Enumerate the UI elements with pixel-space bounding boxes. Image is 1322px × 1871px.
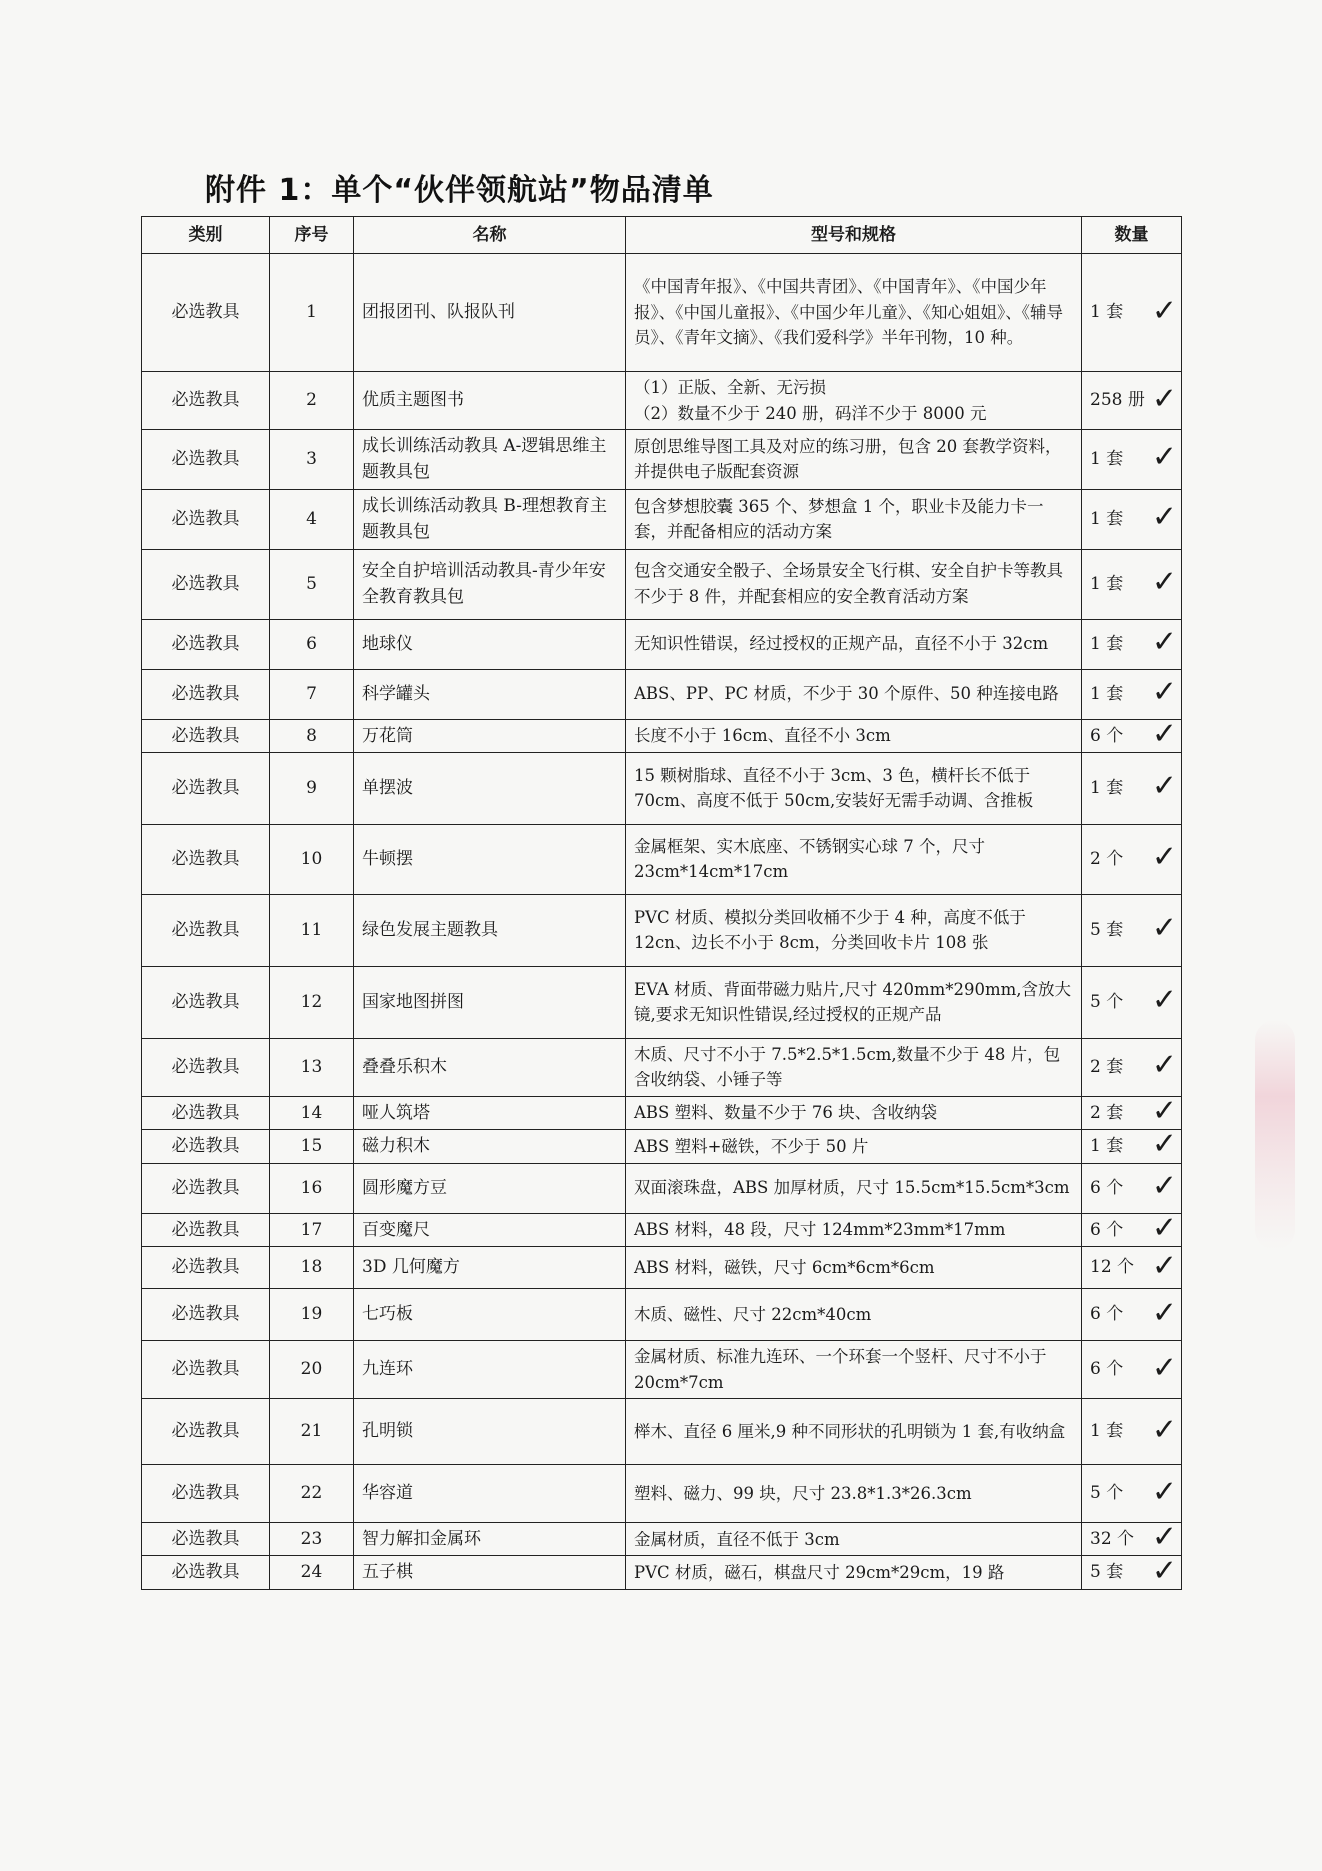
number-cell: 23 xyxy=(270,1523,354,1556)
quantity-cell xyxy=(1082,549,1182,619)
quantity-value: 6 个 xyxy=(1090,1359,1124,1380)
handwritten-check-icon: ✓ xyxy=(1151,674,1177,710)
table-row xyxy=(142,1038,1182,1096)
number-cell: 21 xyxy=(270,1399,354,1465)
quantity-value: 6 个 xyxy=(1090,725,1124,746)
quantity-cell xyxy=(1082,1247,1182,1289)
header-category: 类别 xyxy=(142,217,270,254)
table-row xyxy=(142,1163,1182,1213)
category-cell: 必选教具 xyxy=(142,1341,270,1399)
category-cell: 必选教具 xyxy=(142,669,270,719)
faded-stamp-mark xyxy=(1255,1020,1295,1250)
item-name-cell: 孔明锁 xyxy=(354,1399,626,1465)
quantity-value: 1 套 xyxy=(1090,573,1124,594)
item-name-cell: 万花筒 xyxy=(354,719,626,752)
item-name-cell: 叠叠乐积木 xyxy=(354,1038,626,1096)
table-row xyxy=(142,1399,1182,1465)
table-row xyxy=(142,1556,1182,1589)
item-name-cell: 优质主题图书 xyxy=(354,372,626,430)
item-name-cell: 国家地图拼图 xyxy=(354,966,626,1038)
number-cell: 24 xyxy=(270,1556,354,1589)
table-row xyxy=(142,894,1182,966)
handwritten-check-icon: ✓ xyxy=(1151,1295,1177,1330)
quantity-cell xyxy=(1082,1341,1182,1399)
table-row xyxy=(142,254,1182,372)
category-cell: 必选教具 xyxy=(142,752,270,824)
number-cell: 16 xyxy=(270,1163,354,1213)
table-row xyxy=(142,549,1182,619)
handwritten-check-icon: ✓ xyxy=(1151,1126,1177,1162)
category-cell: 必选教具 xyxy=(142,549,270,619)
table-row xyxy=(142,372,1182,430)
quantity-cell xyxy=(1082,430,1182,490)
category-cell: 必选教具 xyxy=(142,1213,270,1246)
number-cell: 13 xyxy=(270,1038,354,1096)
quantity-value: 1 套 xyxy=(1090,1421,1124,1442)
item-name-cell: 百变魔尺 xyxy=(354,1213,626,1246)
number-cell: 22 xyxy=(270,1465,354,1523)
quantity-cell xyxy=(1082,1038,1182,1096)
item-name-cell: 智力解扣金属环 xyxy=(354,1523,626,1556)
quantity-value: 5 套 xyxy=(1090,920,1124,941)
handwritten-check-icon: ✓ xyxy=(1151,1350,1177,1386)
quantity-cell xyxy=(1082,1399,1182,1465)
table-row xyxy=(142,669,1182,719)
quantity-value: 2 套 xyxy=(1090,1102,1124,1123)
number-cell: 7 xyxy=(270,669,354,719)
spec-cell: ABS 材料，48 段，尺寸 124mm*23mm*17mm xyxy=(626,1213,1082,1246)
table-row xyxy=(142,1213,1182,1246)
spec-cell: 包含梦想胶囊 365 个、梦想盒 1 个，职业卡及能力卡一套，并配备相应的活动方案 xyxy=(626,489,1082,549)
item-name-cell: 成长训练活动教具 A-逻辑思维主题教具包 xyxy=(354,430,626,490)
quantity-value: 32 个 xyxy=(1090,1529,1135,1550)
quantity-value: 1 套 xyxy=(1090,633,1124,654)
spec-cell: 无知识性错误，经过授权的正规产品，直径不小于 32cm xyxy=(626,619,1082,669)
quantity-value: 5 个 xyxy=(1090,992,1124,1013)
quantity-value: 1 套 xyxy=(1090,1136,1124,1157)
number-cell: 6 xyxy=(270,619,354,669)
item-name-cell: 成长训练活动教具 B-理想教育主题教具包 xyxy=(354,489,626,549)
category-cell: 必选教具 xyxy=(142,1556,270,1589)
table-row xyxy=(142,719,1182,752)
handwritten-check-icon: ✓ xyxy=(1151,716,1177,752)
category-cell: 必选教具 xyxy=(142,1163,270,1213)
number-cell: 17 xyxy=(270,1213,354,1246)
spec-cell: ABS 塑料、数量不少于 76 块、含收纳袋 xyxy=(626,1096,1082,1129)
handwritten-check-icon: ✓ xyxy=(1151,839,1177,875)
category-cell: 必选教具 xyxy=(142,1523,270,1556)
number-cell: 18 xyxy=(270,1247,354,1289)
quantity-cell xyxy=(1082,966,1182,1038)
handwritten-check-icon: ✓ xyxy=(1151,381,1177,417)
item-name-cell: 华容道 xyxy=(354,1465,626,1523)
quantity-value: 12 个 xyxy=(1090,1257,1135,1278)
header-spec: 型号和规格 xyxy=(626,217,1082,254)
handwritten-check-icon: ✓ xyxy=(1151,982,1177,1018)
handwritten-check-icon: ✓ xyxy=(1151,1210,1177,1246)
table-row xyxy=(142,1465,1182,1523)
handwritten-check-icon: ✓ xyxy=(1151,768,1177,804)
spec-cell: ABS 材料，磁铁，尺寸 6cm*6cm*6cm xyxy=(626,1247,1082,1289)
item-name-cell: 安全自护培训活动教具-青少年安全教育教具包 xyxy=(354,549,626,619)
spec-cell: 双面滚珠盘，ABS 加厚材质，尺寸 15.5cm*15.5cm*3cm xyxy=(626,1163,1082,1213)
category-cell: 必选教具 xyxy=(142,1130,270,1163)
spec-cell: 金属框架、实木底座、不锈钢实心球 7 个，尺寸 23cm*14cm*17cm xyxy=(626,824,1082,894)
item-name-cell: 单摆波 xyxy=(354,752,626,824)
quantity-cell xyxy=(1082,372,1182,430)
handwritten-check-icon: ✓ xyxy=(1151,564,1177,600)
item-list-table xyxy=(141,216,1182,1590)
item-name-cell: 圆形魔方豆 xyxy=(354,1163,626,1213)
number-cell: 8 xyxy=(270,719,354,752)
category-cell: 必选教具 xyxy=(142,1399,270,1465)
table-body xyxy=(142,254,1182,1590)
spec-cell: 金属材质、标准九连环、一个环套一个竖杆、尺寸不小于 20cm*7cm xyxy=(626,1341,1082,1399)
category-cell: 必选教具 xyxy=(142,430,270,490)
quantity-value: 6 个 xyxy=(1090,1177,1124,1198)
spec-cell: 长度不小于 16cm、直径不小 3cm xyxy=(626,719,1082,752)
quantity-value: 1 套 xyxy=(1090,508,1124,529)
quantity-value: 6 个 xyxy=(1090,1219,1124,1240)
spec-cell: ABS 塑料+磁铁，不少于 50 片 xyxy=(626,1130,1082,1163)
number-cell: 10 xyxy=(270,824,354,894)
handwritten-check-icon: ✓ xyxy=(1151,293,1177,328)
number-cell: 15 xyxy=(270,1130,354,1163)
number-cell: 9 xyxy=(270,752,354,824)
quantity-value: 2 个 xyxy=(1090,849,1124,870)
category-cell: 必选教具 xyxy=(142,619,270,669)
table-row xyxy=(142,430,1182,490)
item-name-cell: 3D 几何魔方 xyxy=(354,1247,626,1289)
item-name-cell: 磁力积木 xyxy=(354,1130,626,1163)
table-row xyxy=(142,619,1182,669)
quantity-value: 2 套 xyxy=(1090,1057,1124,1078)
handwritten-check-icon: ✓ xyxy=(1151,1093,1177,1129)
number-cell: 12 xyxy=(270,966,354,1038)
table-row xyxy=(142,1523,1182,1556)
number-cell: 2 xyxy=(270,372,354,430)
item-name-cell: 科学罐头 xyxy=(354,669,626,719)
quantity-value: 258 册 xyxy=(1090,390,1145,411)
table-header-row xyxy=(142,217,1182,254)
quantity-value: 1 套 xyxy=(1090,683,1124,704)
item-name-cell: 绿色发展主题教具 xyxy=(354,894,626,966)
table-row xyxy=(142,1096,1182,1129)
quantity-cell xyxy=(1082,1126,1182,1163)
quantity-cell xyxy=(1082,1093,1182,1129)
category-cell: 必选教具 xyxy=(142,824,270,894)
spec-cell: 榉木、直径 6 厘米,9 种不同形状的孔明锁为 1 套,有收纳盒 xyxy=(626,1399,1082,1465)
spec-cell: 包含交通安全骰子、全场景安全飞行棋、安全自护卡等教具不少于 8 件，并配套相应的安全教育活动方案 xyxy=(626,549,1082,619)
quantity-cell xyxy=(1082,254,1182,372)
category-cell: 必选教具 xyxy=(142,966,270,1038)
spec-cell: EVA 材质、背面带磁力贴片,尺寸 420mm*290mm,含放大镜,要求无知识性错误,经过授权的正规产品 xyxy=(626,966,1082,1038)
handwritten-check-icon: ✓ xyxy=(1151,1519,1177,1555)
table-row xyxy=(142,1289,1182,1341)
handwritten-check-icon: ✓ xyxy=(1151,624,1177,660)
category-cell: 必选教具 xyxy=(142,1247,270,1289)
number-cell: 1 xyxy=(270,254,354,372)
quantity-cell xyxy=(1082,1289,1182,1341)
number-cell: 4 xyxy=(270,489,354,549)
quantity-cell xyxy=(1082,1465,1182,1523)
handwritten-check-icon: ✓ xyxy=(1151,439,1177,475)
quantity-value: 1 套 xyxy=(1090,778,1124,799)
quantity-cell xyxy=(1082,1210,1182,1246)
spec-cell: 金属材质，直径不低于 3cm xyxy=(626,1523,1082,1556)
item-name-cell: 地球仪 xyxy=(354,619,626,669)
table-row xyxy=(142,1341,1182,1399)
quantity-cell xyxy=(1082,489,1182,549)
header-name: 名称 xyxy=(354,217,626,254)
item-name-cell: 七巧板 xyxy=(354,1289,626,1341)
category-cell: 必选教具 xyxy=(142,1038,270,1096)
quantity-value: 5 个 xyxy=(1090,1483,1124,1504)
quantity-value: 5 套 xyxy=(1090,1562,1124,1583)
category-cell: 必选教具 xyxy=(142,719,270,752)
quantity-cell xyxy=(1082,669,1182,719)
spec-cell: 木质、磁性、尺寸 22cm*40cm xyxy=(626,1289,1082,1341)
number-cell: 5 xyxy=(270,549,354,619)
quantity-cell xyxy=(1082,1553,1182,1589)
quantity-cell xyxy=(1082,1163,1182,1213)
spec-cell: 原创思维导图工具及对应的练习册，包含 20 套教学资料，并提供电子版配套资源 xyxy=(626,430,1082,490)
number-cell: 14 xyxy=(270,1096,354,1129)
quantity-cell xyxy=(1082,752,1182,824)
number-cell: 20 xyxy=(270,1341,354,1399)
handwritten-check-icon: ✓ xyxy=(1151,1168,1177,1204)
table-row xyxy=(142,1247,1182,1289)
category-cell: 必选教具 xyxy=(142,1289,270,1341)
handwritten-check-icon: ✓ xyxy=(1151,1047,1177,1083)
number-cell: 19 xyxy=(270,1289,354,1341)
category-cell: 必选教具 xyxy=(142,1096,270,1129)
table-row xyxy=(142,966,1182,1038)
spec-cell: 《中国青年报》、《中国共青团》、《中国青年》、《中国少年报》、《中国儿童报》、《中国少年儿童》、《知心姐姐》、《辅导员》、《青年文摘》、《我们爱科学》半年刊物，10 种。 xyxy=(626,254,1082,372)
number-cell: 3 xyxy=(270,430,354,490)
spec-cell: （1）正版、全新、无污损 （2）数量不少于 240 册，码洋不少于 8000 元 xyxy=(626,372,1082,430)
spec-cell: ABS、PP、PC 材质，不少于 30 个原件、50 种连接电路 xyxy=(626,669,1082,719)
quantity-cell xyxy=(1082,716,1182,752)
spec-cell: PVC 材质，磁石，棋盘尺寸 29cm*29cm，19 路 xyxy=(626,1556,1082,1589)
category-cell: 必选教具 xyxy=(142,489,270,549)
spec-cell: PVC 材质、模拟分类回收桶不少于 4 种，高度不低于 12cn、边长不小于 8cm，分类回收卡片 108 张 xyxy=(626,894,1082,966)
handwritten-check-icon: ✓ xyxy=(1151,1412,1177,1448)
handwritten-check-icon: ✓ xyxy=(1151,910,1177,946)
handwritten-check-icon: ✓ xyxy=(1151,1474,1177,1510)
table-row xyxy=(142,1130,1182,1163)
category-cell: 必选教具 xyxy=(142,372,270,430)
category-cell: 必选教具 xyxy=(142,894,270,966)
number-cell: 11 xyxy=(270,894,354,966)
item-name-cell: 哑人筑塔 xyxy=(354,1096,626,1129)
handwritten-check-icon: ✓ xyxy=(1151,499,1177,535)
page-title: 附件 1：单个“伙伴领航站”物品清单 xyxy=(205,173,714,208)
quantity-cell xyxy=(1082,1519,1182,1556)
quantity-cell xyxy=(1082,894,1182,966)
header-number: 序号 xyxy=(270,217,354,254)
quantity-cell xyxy=(1082,619,1182,669)
spec-cell: 15 颗树脂球、直径不小于 3cm、3 色，横杆长不低于 70cm、高度不低于 50cm,安装好无需手动调、含推板 xyxy=(626,752,1082,824)
handwritten-check-icon: ✓ xyxy=(1151,1553,1177,1589)
item-name-cell: 五子棋 xyxy=(354,1556,626,1589)
quantity-value: 1 套 xyxy=(1090,449,1124,470)
header-quantity: 数量 xyxy=(1082,217,1182,254)
item-name-cell: 九连环 xyxy=(354,1341,626,1399)
quantity-value: 1 套 xyxy=(1090,302,1124,323)
handwritten-check-icon: ✓ xyxy=(1151,1248,1177,1283)
quantity-value: 6 个 xyxy=(1090,1304,1124,1325)
table-row xyxy=(142,824,1182,894)
spec-cell: 木质、尺寸不小于 7.5*2.5*1.5cm,数量不少于 48 片，包含收纳袋、小锤子等 xyxy=(626,1038,1082,1096)
category-cell: 必选教具 xyxy=(142,1465,270,1523)
table-row xyxy=(142,489,1182,549)
category-cell: 必选教具 xyxy=(142,254,270,372)
spec-cell: 塑料、磁力、99 块，尺寸 23.8*1.3*26.3cm xyxy=(626,1465,1082,1523)
item-name-cell: 牛顿摆 xyxy=(354,824,626,894)
item-name-cell: 团报团刊、队报队刊 xyxy=(354,254,626,372)
table-row xyxy=(142,752,1182,824)
quantity-cell xyxy=(1082,824,1182,894)
